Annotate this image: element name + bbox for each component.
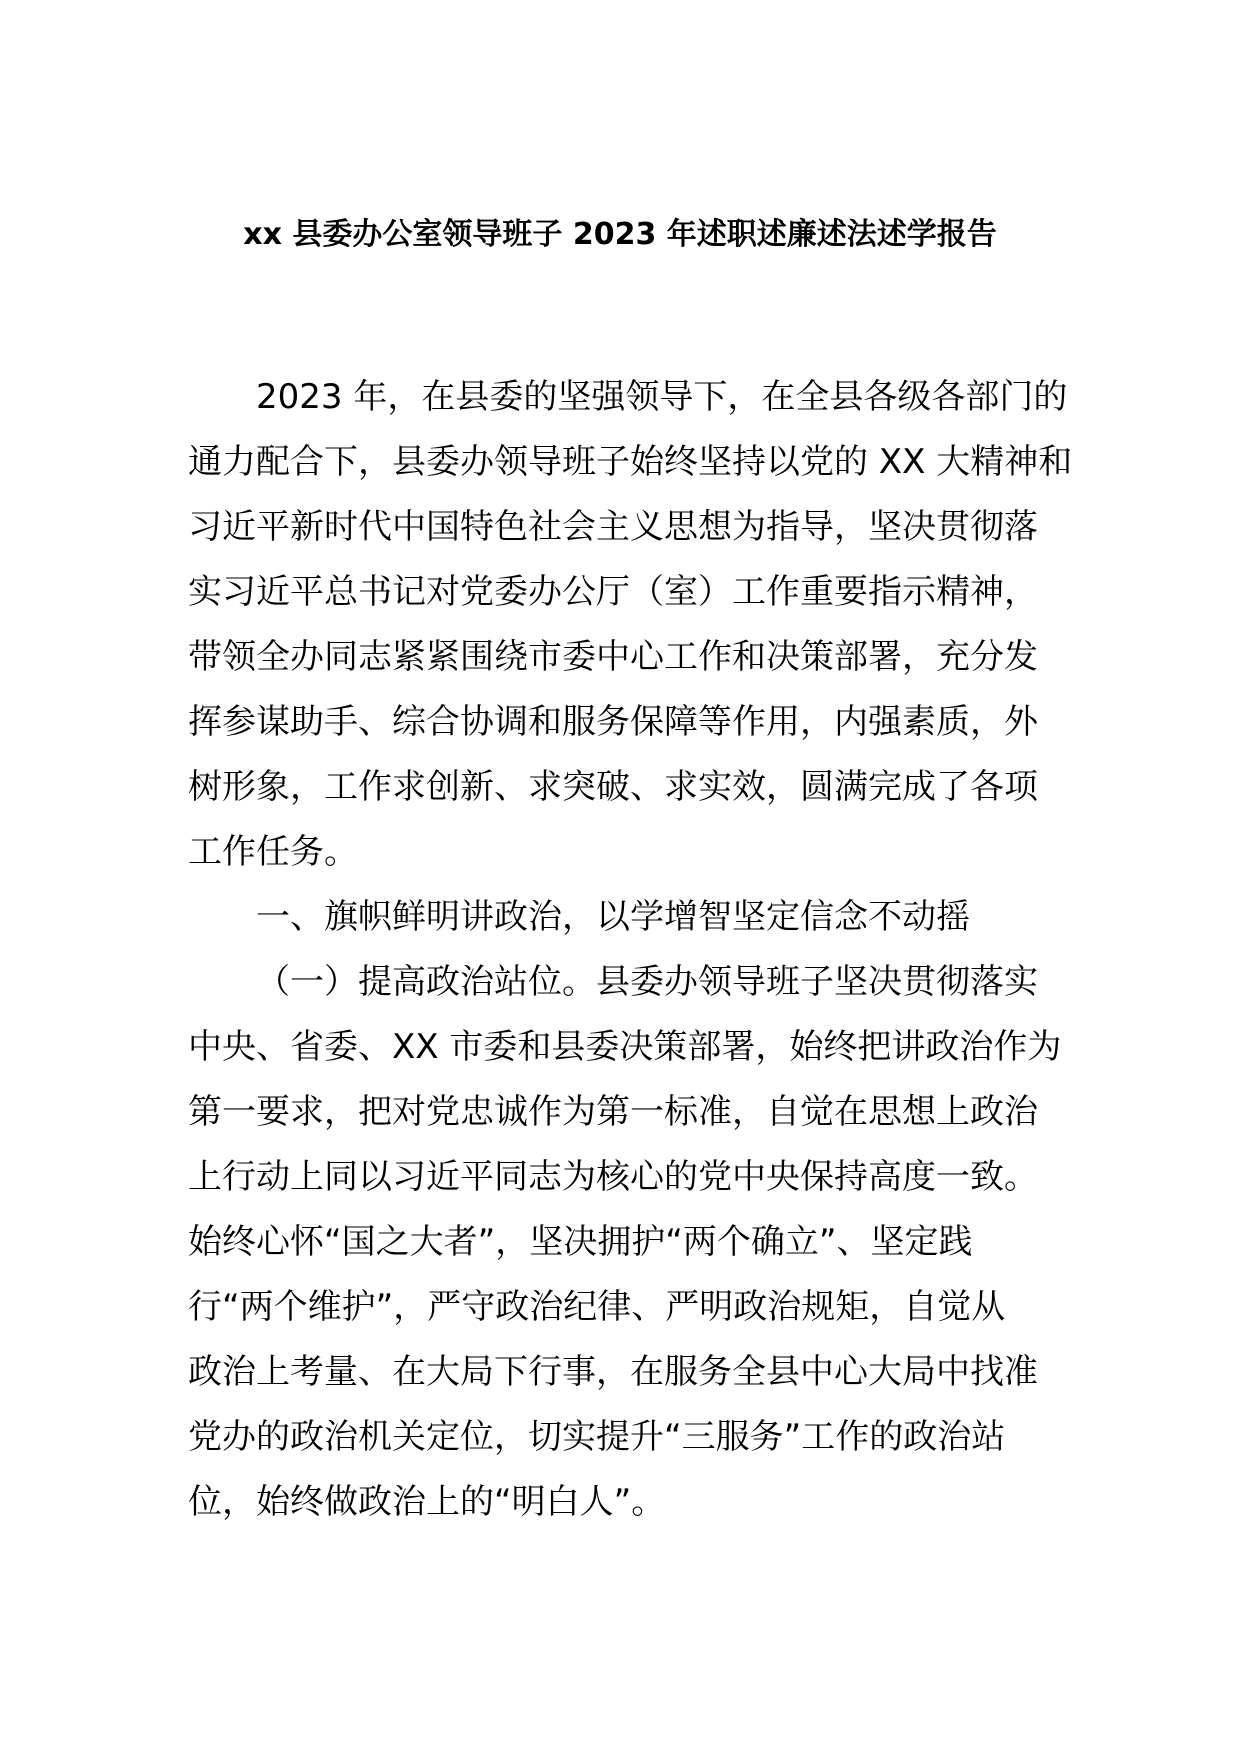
paragraph-subsection [188, 950, 1062, 1535]
paragraph-line: 第一要求，把对党忠诚作为第一标准，自觉在思想上政治 [188, 1092, 1038, 1132]
document-body [188, 365, 1073, 1535]
paragraph-line: 始终心怀“国之大者”，坚决拥护“两个确立”、坚定践 [188, 1222, 973, 1262]
paragraph-line: 通力配合下，县委办领导班子始终坚持以党的 XX 大精神和 [188, 442, 1073, 482]
paragraph-line: （一）提高政治站位。县委办领导班子坚决贯彻落实 [256, 962, 1038, 1002]
paragraph-line: 工作任务。 [188, 832, 358, 872]
section-heading [188, 885, 1058, 950]
document-title: xx 县委办公室领导班子 2023 年述职述廉述法述学报告 [243, 217, 997, 252]
paragraph-line: 挥参谋助手、综合协调和服务保障等作用，内强素质，外 [188, 702, 1038, 742]
paragraph-line: 政治上考量、在大局下行事，在服务全县中心大局中找准 [188, 1352, 1038, 1392]
paragraph-line: 树形象，工作求创新、求突破、求实效，圆满完成了各项 [188, 767, 1038, 807]
paragraph-line: 习近平新时代中国特色社会主义思想为指导，坚决贯彻落 [188, 507, 1038, 547]
paragraph-line: 上行动上同以习近平同志为核心的党中央保持高度一致。 [188, 1157, 1038, 1197]
paragraph-line: 位，始终做政治上的“明白人”。 [188, 1482, 666, 1522]
paragraph-intro [188, 365, 1073, 885]
paragraph-line: 中央、省委、XX 市委和县委决策部署，始终把讲政治作为 [188, 1027, 1062, 1067]
paragraph-line: 党办的政治机关定位，切实提升“三服务”工作的政治站 [188, 1417, 1006, 1457]
paragraph-line: 带领全办同志紧紧围绕市委中心工作和决策部署，充分发 [188, 637, 1038, 677]
paragraph-line: 2023 年，在县委的坚强领导下，在全县各级各部门的 [256, 377, 1068, 417]
paragraph-line: 实习近平总书记对党委办公厅（室）工作重要指示精神， [188, 572, 1038, 612]
paragraph-line: 行“两个维护”，严守政治纪律、严明政治规矩，自觉从 [188, 1287, 1006, 1327]
section-heading-text: 一、旗帜鲜明讲政治，以学增智坚定信念不动摇 [256, 897, 970, 937]
